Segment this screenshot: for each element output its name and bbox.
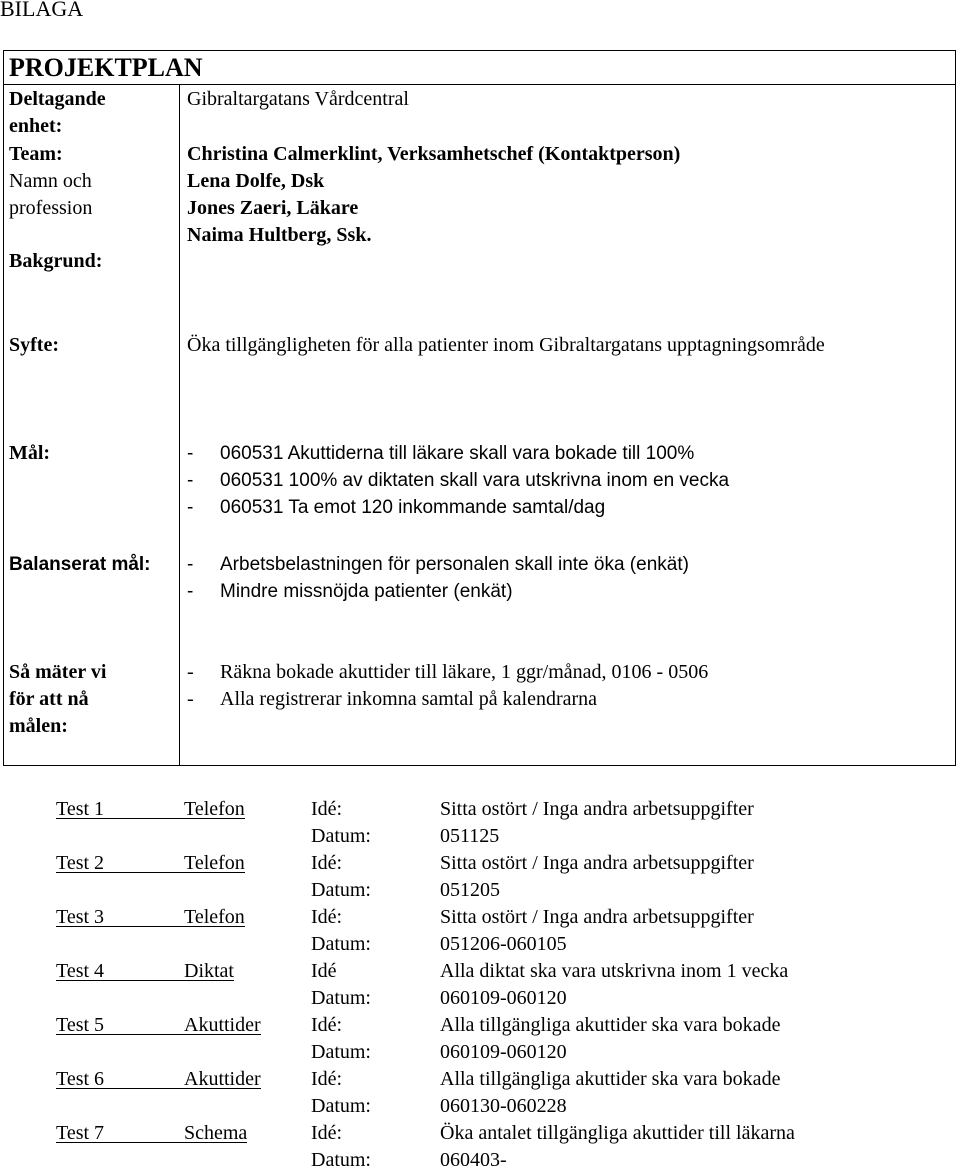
idea-key: Idé: — [311, 1068, 343, 1090]
test-number: Test 4 — [56, 958, 184, 981]
team-member: Naima Hultberg, Ssk. — [187, 224, 372, 246]
date-value: 051206-060105 — [440, 933, 567, 955]
dash: - — [187, 497, 194, 518]
test-type: Diktat — [184, 960, 234, 982]
column-divider — [179, 84, 180, 765]
test-type: Schema — [184, 1122, 248, 1144]
test-type: Telefon — [184, 906, 245, 928]
mal-item: 060531 Ta emot 120 inkommande samtal/dag — [220, 497, 606, 518]
syfte-label: Syfte: — [9, 334, 59, 356]
idea-key: Idé: — [311, 1122, 343, 1144]
team-member: Jones Zaeri, Läkare — [187, 197, 359, 219]
test-number: Test 3 — [56, 904, 184, 927]
team-label — [9, 141, 92, 222]
dash: - — [187, 470, 194, 491]
date-value: 060109-060120 — [440, 987, 567, 1009]
date-key: Datum: — [311, 987, 371, 1009]
dash: - — [187, 554, 194, 575]
matning-label-line2: för att nå — [9, 688, 89, 710]
dash: - — [187, 581, 194, 602]
idea-key: Idé: — [311, 852, 343, 874]
test-number: Test 7 — [56, 1120, 184, 1143]
date-key: Datum: — [311, 825, 371, 847]
test-type: Telefon — [184, 798, 245, 820]
team-members — [187, 141, 680, 249]
date-key: Datum: — [311, 879, 371, 901]
date-key: Datum: — [311, 933, 371, 955]
list-item — [187, 551, 689, 578]
matning-list — [187, 659, 708, 713]
date-value: 060403- — [440, 1149, 507, 1171]
test-type: Telefon — [184, 852, 245, 874]
team-label-line1: Team: — [9, 143, 63, 165]
idea-value: Sitta ostört / Inga andra arbetsuppgifter — [440, 852, 754, 874]
date-value: 060130-060228 — [440, 1095, 567, 1117]
list-item — [187, 467, 729, 494]
idea-value: Alla tillgängliga akuttider ska vara bokade — [440, 1068, 781, 1090]
page-title: PROJEKTPLAN — [9, 53, 203, 82]
enhet-label-line1: Deltagande — [9, 88, 106, 110]
document-label: BILAGA — [0, 0, 84, 21]
idea-value: Öka antalet tillgängliga akuttider till läkarna — [440, 1122, 795, 1144]
date-key: Datum: — [311, 1095, 371, 1117]
bakgrund-label: Bakgrund: — [9, 250, 103, 272]
test-number: Test 1 — [56, 796, 184, 819]
team-member: Christina Calmerklint, Verksamhetschef (Kontaktperson) — [187, 143, 681, 165]
date-value: 051125 — [440, 825, 500, 847]
balanserat-item: Mindre missnöjda patienter (enkät) — [220, 581, 513, 602]
dash: - — [187, 688, 194, 710]
list-item — [187, 659, 708, 686]
matning-item: Alla registrerar inkomna samtal på kalendrarna — [220, 688, 598, 710]
balanserat-item: Arbetsbelastningen för personalen skall inte öka (enkät) — [220, 554, 689, 575]
date-key: Datum: — [311, 1149, 371, 1171]
idea-value: Alla diktat ska vara utskrivna inom 1 vecka — [440, 960, 789, 982]
matning-label-line3: målen: — [9, 715, 68, 737]
team-label-line2: Namn och — [9, 170, 92, 192]
syfte-value: Öka tillgängligheten för alla patienter inom Gibraltargatans upptagningsområde — [187, 334, 825, 356]
idea-key: Idé — [311, 960, 337, 982]
test-number: Test 2 — [56, 850, 184, 873]
idea-value: Sitta ostört / Inga andra arbetsuppgifter — [440, 906, 754, 928]
list-item — [187, 494, 729, 521]
dash: - — [187, 443, 194, 464]
test-type: Akuttider — [184, 1014, 261, 1036]
balanserat-label: Balanserat mål: — [9, 554, 151, 575]
list-item — [187, 578, 689, 605]
matning-label — [9, 659, 106, 740]
balanserat-list — [187, 551, 689, 605]
enhet-label-line2: enhet: — [9, 115, 63, 137]
date-key: Datum: — [311, 1041, 371, 1063]
test-number: Test 5 — [56, 1012, 184, 1035]
list-item — [187, 686, 708, 713]
date-value: 051205 — [440, 879, 500, 901]
project-plan-table — [3, 50, 956, 766]
idea-key: Idé: — [311, 1014, 343, 1036]
list-item — [187, 440, 729, 467]
idea-value: Alla tillgängliga akuttider ska vara bokade — [440, 1014, 781, 1036]
mal-list — [187, 440, 729, 521]
enhet-value: Gibraltargatans Vårdcentral — [187, 88, 409, 110]
idea-value: Sitta ostört / Inga andra arbetsuppgifter — [440, 798, 754, 820]
team-member: Lena Dolfe, Dsk — [187, 170, 325, 192]
mal-item: 060531 100% av diktaten skall vara utskrivna inom en vecka — [220, 470, 730, 491]
mal-label: Mål: — [9, 442, 51, 464]
test-number: Test 6 — [56, 1066, 184, 1089]
matning-label-line1: Så mäter vi — [9, 661, 107, 683]
team-label-line3: profession — [9, 197, 93, 219]
mal-item: 060531 Akuttiderna till läkare skall vara bokade till 100% — [220, 443, 695, 464]
dash: - — [187, 661, 194, 683]
date-value: 060109-060120 — [440, 1041, 567, 1063]
title-divider — [4, 84, 955, 85]
idea-key: Idé: — [311, 906, 343, 928]
matning-item: Räkna bokade akuttider till läkare, 1 ggr/månad, 0106 - 0506 — [220, 661, 709, 683]
test-type: Akuttider — [184, 1068, 261, 1090]
enhet-label — [9, 86, 106, 140]
idea-key: Idé: — [311, 798, 343, 820]
